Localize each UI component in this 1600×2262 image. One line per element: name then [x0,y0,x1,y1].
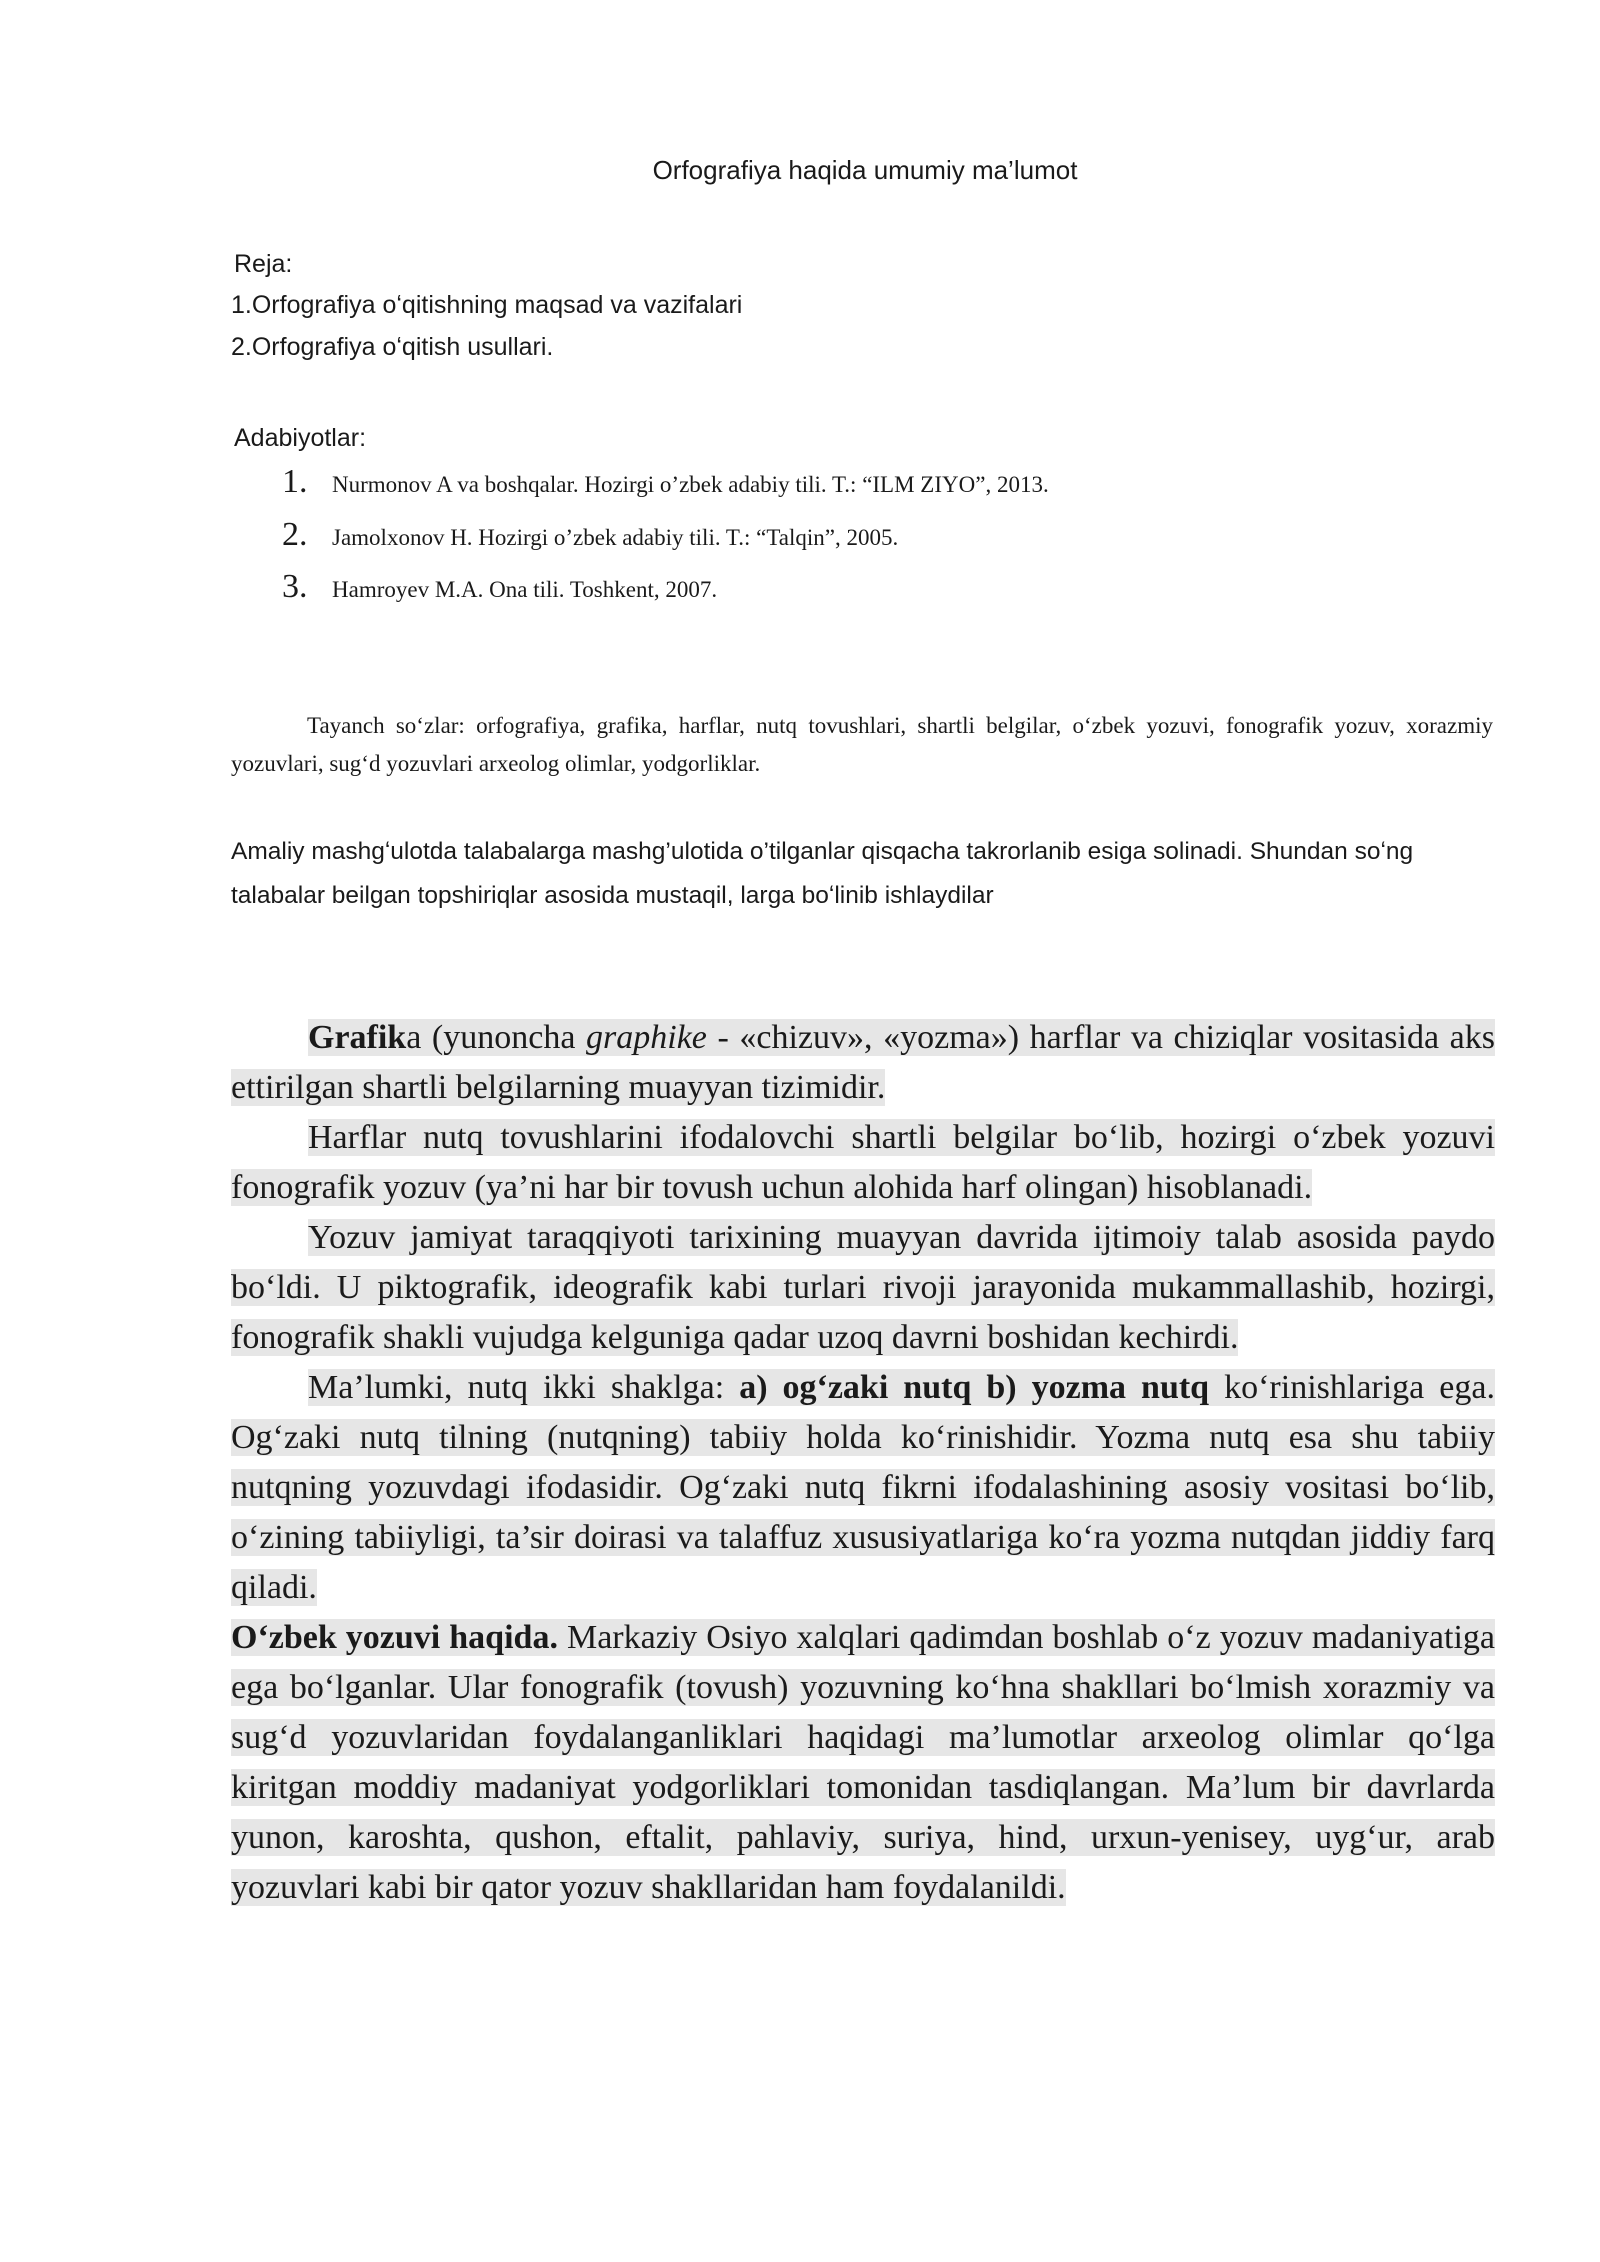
paragraph-yozuv [231,1213,1495,1363]
term-italic: graphike [586,1019,707,1056]
term-bold: Grafik [308,1019,407,1056]
paragraph-highlight [231,1619,1495,1906]
paragraph-text: a (yunoncha [406,1019,587,1056]
reference-item [282,516,898,554]
plan-heading: Reja: [234,250,293,278]
paragraph-nutq [231,1363,1495,1613]
section-heading-bold: Oʻzbek yozuvi haqida. [231,1619,558,1656]
reference-number: 3. [282,568,308,605]
paragraph-harflar [231,1113,1495,1213]
references-heading: Adabiyotlar: [234,424,367,452]
paragraph-text: Ma’lumki, nutq ikki shaklga: [308,1369,740,1406]
reference-text: Hamroyev M.A. Ona tili. Toshkent, 2007. [332,577,718,602]
reference-item [282,568,717,606]
paragraph-text: Markaziy Osiyo xalqlari qadimdan boshlab oʻz yozuv madaniyatiga ega boʻlganlar. Ular fonografik (tovush) yozuvning koʻhna shakllari boʻlmish xorazmiy va sugʻd yozuvlaridan foydalanganliklari haqidagi ma’lumotlar arxeolog olimlar qoʻlga kiritgan moddiy madaniyat yodgorliklari tomonidan tasdiqlangan. Ma’lum bir davrlarda yunon, karoshta, qushon, eftalit, pahlaviy, suriya, hind, urxun-yenisey, uygʻur, arab yozuvlari kabi bir qator yozuv shakllaridan ham foydalanildi. [231,1619,1496,1906]
paragraph-highlight [231,1019,1495,1106]
plan-item: 2.Orfografiya oʻqitish usullari. [231,333,554,361]
reference-item [282,463,1049,501]
reference-text: Nurmonov A va boshqalar. Hozirgi o’zbek adabiy tili. T.: “ILM ZIYO”, 2013. [332,472,1049,497]
main-text [231,1013,1495,1913]
reference-text: Jamolxonov H. Hozirgi o’zbek adabiy tili. T.: “Talqin”, 2005. [332,525,899,550]
keywords-text: Tayanch soʻzlar: orfografiya, grafika, harflar, nutq tovushlari, shartli belgilar, oʻzbek yozuvi, fonografik yozuv, xorazmiy yozuvlari, sugʻd yozuvlari arxeolog olimlar, yodgorliklar. [231,713,1493,776]
practice-paragraph [231,830,1493,918]
keywords-paragraph [231,707,1493,783]
paragraph-text: koʻrinishlariga ega. Ogʻzaki nutq tilning (nutqning) tabiiy holda koʻrinishidir. Yozma nutq esa shu tabiiy nutqning yozuvdagi ifodasidir. Ogʻzaki nutq fikrni ifodalashining asosiy vositasi boʻlib, oʻzining tabiiyligi, ta’sir doirasi va talaffuz xususiyatlariga koʻra yozma nutqdan jiddiy farq qiladi. [231,1369,1495,1606]
paragraph-text: Yozuv jamiyat taraqqiyoti tarixining muayyan davrida ijtimoiy talab asosida paydo boʻldi. U piktografik, ideografik kabi turlari rivoji jarayonida mukammallashib, hozirgi, fonografik shakli vujudga kelguniga qadar uzoq davrni boshidan kechirdi. [231,1219,1495,1356]
term-bold: a) ogʻzaki nutq b) yozma nutq [739,1369,1210,1406]
reference-number: 2. [282,516,308,553]
reference-number: 1. [282,463,308,500]
paragraph-text: Harflar nutq tovushlarini ifodalovchi shartli belgilar boʻlib, hozirgi oʻzbek yozuvi fonografik yozuv (ya’ni har bir tovush uchun alohida harf olingan) hisoblanadi. [231,1119,1495,1206]
paragraph-text: - «chizuv», «yozma») harflar va chiziqlar vositasida aks ettirilgan shartli belgilarning muayyan tizimidir. [231,1019,1495,1106]
paragraph-grafika [231,1013,1495,1113]
paragraph-ozbek-yozuvi [231,1613,1495,1913]
paragraph-highlight [231,1369,1495,1606]
plan-item: 1.Orfografiya oʻqitishning maqsad va vazifalari [231,291,743,319]
practice-text: Amaliy mashgʻulotda talabalarga mashg’ulotida o’tilganlar qisqacha takrorlanib esiga solinadi. Shundan soʻng talabalar beilgan topshiriqlar asosida mustaqil, larga boʻlinib ishlaydilar [231,838,1414,909]
document-title: Orfografiya haqida umumiy ma’lumot [652,155,1078,185]
